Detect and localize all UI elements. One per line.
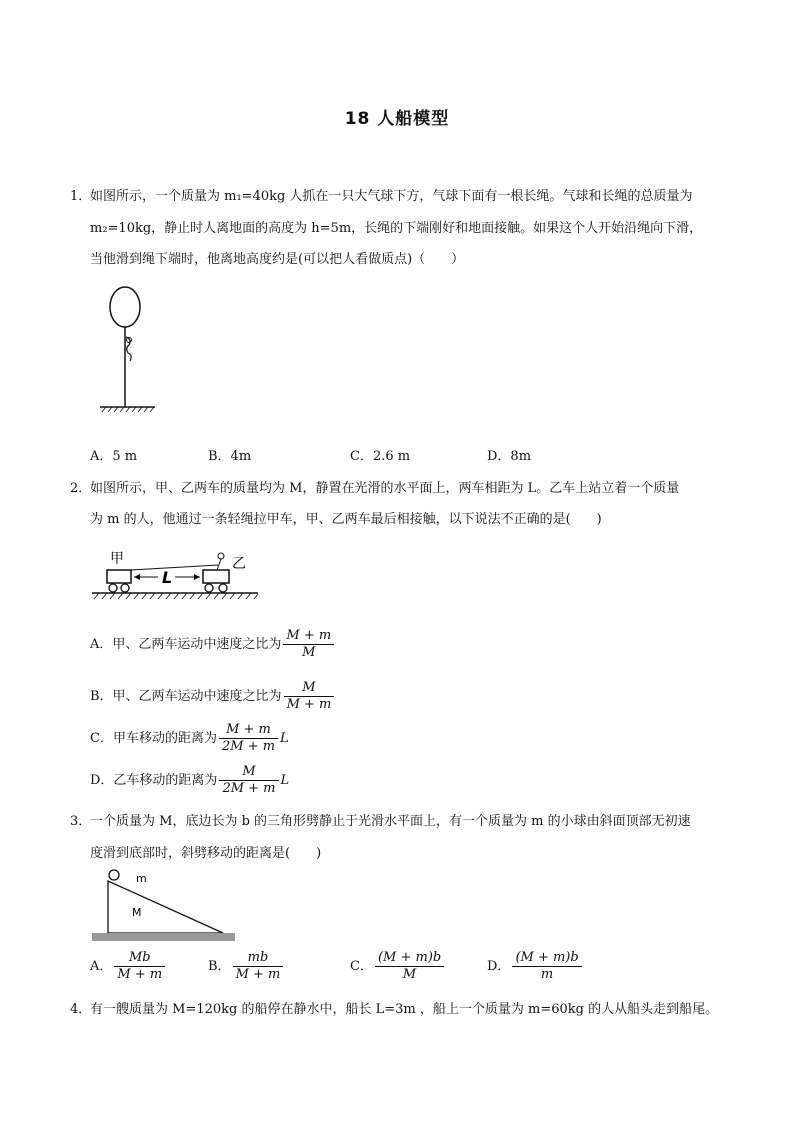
cart-jia-label: 甲 (110, 551, 124, 567)
distance-label: L (162, 568, 173, 587)
q1-line-2: m₂=10kg，静止时人离地面的高度为 h=5m，长绳的下端刚好和地面接触。如果这个人开始沿绳向下滑， (90, 221, 703, 236)
q2-number: 2． (70, 481, 92, 496)
cart-yi-label: 乙 (232, 556, 246, 572)
q1-option-b: B．4m (208, 449, 252, 464)
q3-option-d: D． $\frac{(M + m)b}{m}$ (487, 950, 584, 983)
q1-number: 1． (70, 189, 92, 204)
page-title: 18 人船模型 (344, 109, 450, 129)
q1-option-c: C．2.6 m (350, 449, 411, 464)
q1-line-1: 如图所示，一个质量为 m₁=40kg 人抓在一只大气球下方，气球下面有一根长绳。气球和长绳的总质量为 (90, 189, 693, 204)
q3-line-1: 一个质量为 M，底边长为 b 的三角形劈静止于光滑水平面上，有一个质量为 m 的小球由斜面顶部无初速 (90, 814, 691, 829)
q1-balloon-figure (95, 285, 185, 415)
q2-carts-figure (90, 545, 260, 605)
ball-label: m (136, 872, 147, 885)
q3-line-2: 度滑到底部时，斜劈移动的距离是( ) (90, 846, 322, 861)
q1-option-a: A．5 m (90, 449, 138, 464)
q3-wedge-figure (90, 866, 240, 946)
q2-line-2: 为 m 的人，他通过一条轻绳拉甲车，甲、乙两车最后相接触，以下说法不正确的是( ) (90, 512, 602, 527)
q1-line-3: 当他滑到绳下端时，他离地高度约是(可以把人看做质点)（ ） (90, 252, 465, 267)
q4-number: 4． (70, 1002, 92, 1017)
q2-option-d: D．乙车移动的距离为 $\frac{M}{2M + m}$ L (90, 764, 290, 796)
q3-option-c: C． $\frac{(M + m)b}{M}$ (350, 950, 446, 983)
q1-option-d: D．8m (487, 449, 532, 464)
q4-line-1: 有一艘质量为 M=120kg 的船停在静水中，船长 L=3m ，船上一个质量为 m=60kg 的人从船头走到船尾。 (90, 1002, 719, 1017)
wedge-label: M (132, 906, 142, 919)
q3-number: 3． (70, 814, 92, 829)
q2-option-b: B．甲、乙两车运动中速度之比为 $\frac{M}{M + m}$ (90, 680, 336, 713)
q2-line-1: 如图所示，甲、乙两车的质量均为 M，静置在光滑的水平面上，两车相距为 L。乙车上站立着一个质量 (90, 481, 680, 496)
q3-option-a: A． $\frac{Mb}{M + m}$ (90, 950, 167, 983)
q2-option-c: C．甲车移动的距离为 $\frac{M + m}{2M + m}$ L (90, 722, 289, 754)
q2-option-a: A．甲、乙两车运动中速度之比为 $\frac{M + m}{M}$ (90, 628, 336, 661)
q3-option-b: B． $\frac{mb}{M + m}$ (208, 950, 285, 983)
